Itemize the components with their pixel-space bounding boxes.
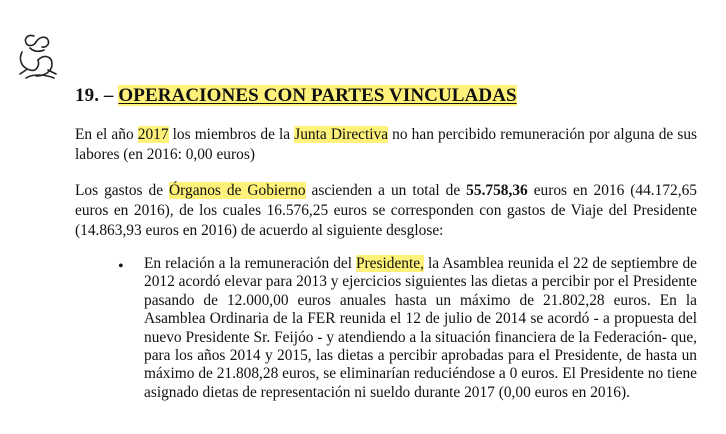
text-span: En el año: [75, 126, 138, 143]
highlight-year: 2017: [137, 126, 169, 143]
section-heading: [75, 85, 517, 107]
text-span: no han percibido remuneración por alguna de sus labores (en 2016: 0,00 euros): [75, 126, 698, 163]
paragraph-governance-costs: [75, 181, 697, 241]
bullet-president-remuneration: [144, 255, 697, 402]
text-span: Los gastos de: [75, 182, 170, 199]
section-title: OPERACIONES CON PARTES VINCULADAS: [118, 85, 517, 106]
text-span: los miembros de la: [168, 126, 295, 143]
total-amount: 55.758,36: [466, 182, 528, 199]
federation-logo-icon: [14, 30, 60, 82]
highlight-organos-gobierno: Órganos de Gobierno: [169, 182, 306, 199]
text-span: la Asamblea reunida el 22 de septiembre de 2012 acordó elevar para 2013 y ejercicios siguientes las dietas a percibir por el Presidente pasando de 12.000,00 euros anuales hasta un máximo de 21.802,28 euros. En la Asamblea Ordinaria de la FER reunida el 12 de julio de 2014 se acordó - a propuesta del nuevo Presidente Sr. Feijóo - y atendiendo a la situación financiera de la Federación- que, para los años 2014 y 2015, las dietas a percibir aprobadas para el Presidente, de hasta un máximo de 21.808,28 euros, se eliminarían reduciéndose a 0 euros. El Presidente no tiene asignado dietas de representación ni sueldo durante 2017 (0,00 euros en 2016).: [144, 255, 698, 401]
paragraph-board-remuneration: [75, 125, 697, 165]
text-span: ascienden a un total de: [305, 182, 467, 199]
section-number: 19. –: [75, 85, 119, 106]
text-span: En relación a la remuneración del: [144, 255, 356, 272]
text-span: euros en 2016 (44.172,65 euros en 2016), de los cuales 16.576,25 euros se corresponden con gastos de Viaje del Presidente (14.863,93 euros en 2016) de acuerdo al siguiente desglose:: [75, 182, 697, 239]
highlight-junta-directiva: Junta Directiva: [294, 126, 389, 143]
bullet-icon: •: [118, 258, 124, 275]
highlight-presidente: Presidente,: [356, 255, 424, 272]
